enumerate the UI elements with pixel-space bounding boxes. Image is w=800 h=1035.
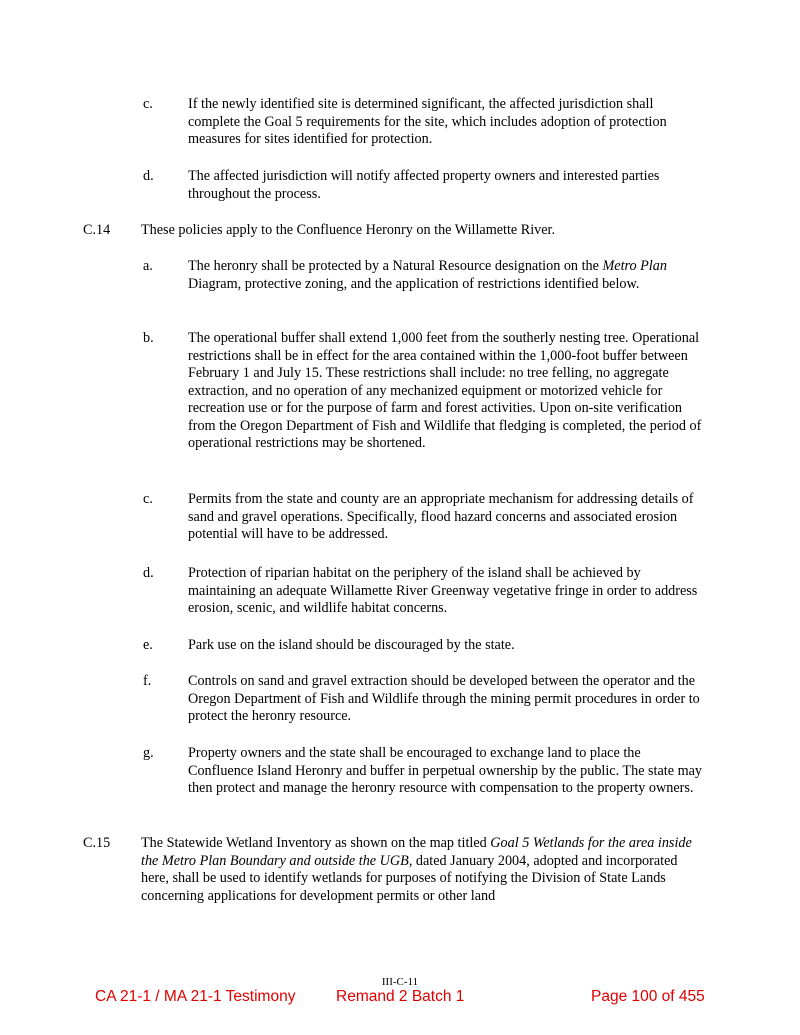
- item-text: Controls on sand and gravel extraction should be developed between the operator and the Oregon Department of Fish and Wildlife through the mining permit procedures in order to protect the heronry resource.: [188, 673, 700, 724]
- plan-title: Metro Plan: [602, 258, 667, 274]
- item-text: Permits from the state and county are an appropriate mechanism for addressing details of sand and gravel operations. Specifically, flood hazard concerns and associated erosion potential will have to be addressed.: [188, 491, 694, 542]
- item-marker: b.: [143, 330, 154, 346]
- item-marker: a.: [143, 258, 153, 274]
- item-text: The operational buffer shall extend 1,000 feet from the southerly nesting tree. Operational restrictions shall be in effect for the area contained within the 1,000-foot buffer between February 1 and July 15. These restrictions shall include: no tree felling, no aggregate extraction, and no operation of any mechanized equipment or motorized vehicle for recreation use or for the purpose of farm and forest activities. Upon on-site verification from the Oregon Department of Fish and Wildlife that fledging is completed, the period of operational restrictions may be shortened.: [188, 330, 702, 451]
- footer-center-label: Remand 2 Batch 1: [336, 988, 465, 1005]
- footer-left-label: CA 21-1 / MA 21-1 Testimony: [95, 988, 296, 1005]
- footer-page-count: Page 100 of 455: [591, 988, 705, 1005]
- item-marker: f.: [143, 673, 152, 689]
- policy-text: The Statewide Wetland Inventory as shown on the map titled Goal 5 Wetlands for the area inside the Metro Plan Boundary and outside the UGB, dated January 2004, adopted and incorporated here, shall be used to identify wetlands for purposes of notifying the Division of State Lands concerning applications for development permits or other land: [141, 835, 692, 904]
- policy-text: These policies apply to the Confluence Heronry on the Willamette River.: [141, 222, 556, 238]
- item-marker: g.: [143, 745, 154, 761]
- policy-marker: C.15: [83, 835, 111, 851]
- map-title: Goal 5 Wetlands for the area inside the Metro Plan Boundary and outside the UGB: [141, 835, 692, 869]
- item-marker: d.: [143, 565, 154, 581]
- item-marker: c.: [143, 96, 153, 112]
- item-marker: d.: [143, 168, 154, 184]
- item-marker: c.: [143, 491, 153, 507]
- item-text: Park use on the island should be discouraged by the state.: [188, 637, 515, 653]
- page-number: III-C-11: [381, 976, 419, 988]
- item-text: The heronry shall be protected by a Natural Resource designation on the Metro Plan Diagram, protective zoning, and the application of restrictions identified below.: [188, 258, 667, 292]
- item-text: Protection of riparian habitat on the periphery of the island shall be achieved by maintaining an adequate Willamette River Greenway vegetative fringe in order to address erosion, scenic, and wildlife habitat concerns.: [188, 565, 698, 616]
- item-marker: e.: [143, 637, 153, 653]
- policy-marker: C.14: [83, 222, 111, 238]
- item-text: Property owners and the state shall be encouraged to exchange land to place the Confluence Island Heronry and buffer in perpetual ownership by the public. The state may then protect and manage the heronry resource with compensation to the property owners.: [188, 745, 703, 796]
- item-text: The affected jurisdiction will notify affected property owners and interested parties throughout the process.: [188, 168, 660, 202]
- item-text: If the newly identified site is determined significant, the affected jurisdiction shall complete the Goal 5 requirements for the site, which includes adoption of protection measures for sites identified for protection.: [188, 96, 667, 147]
